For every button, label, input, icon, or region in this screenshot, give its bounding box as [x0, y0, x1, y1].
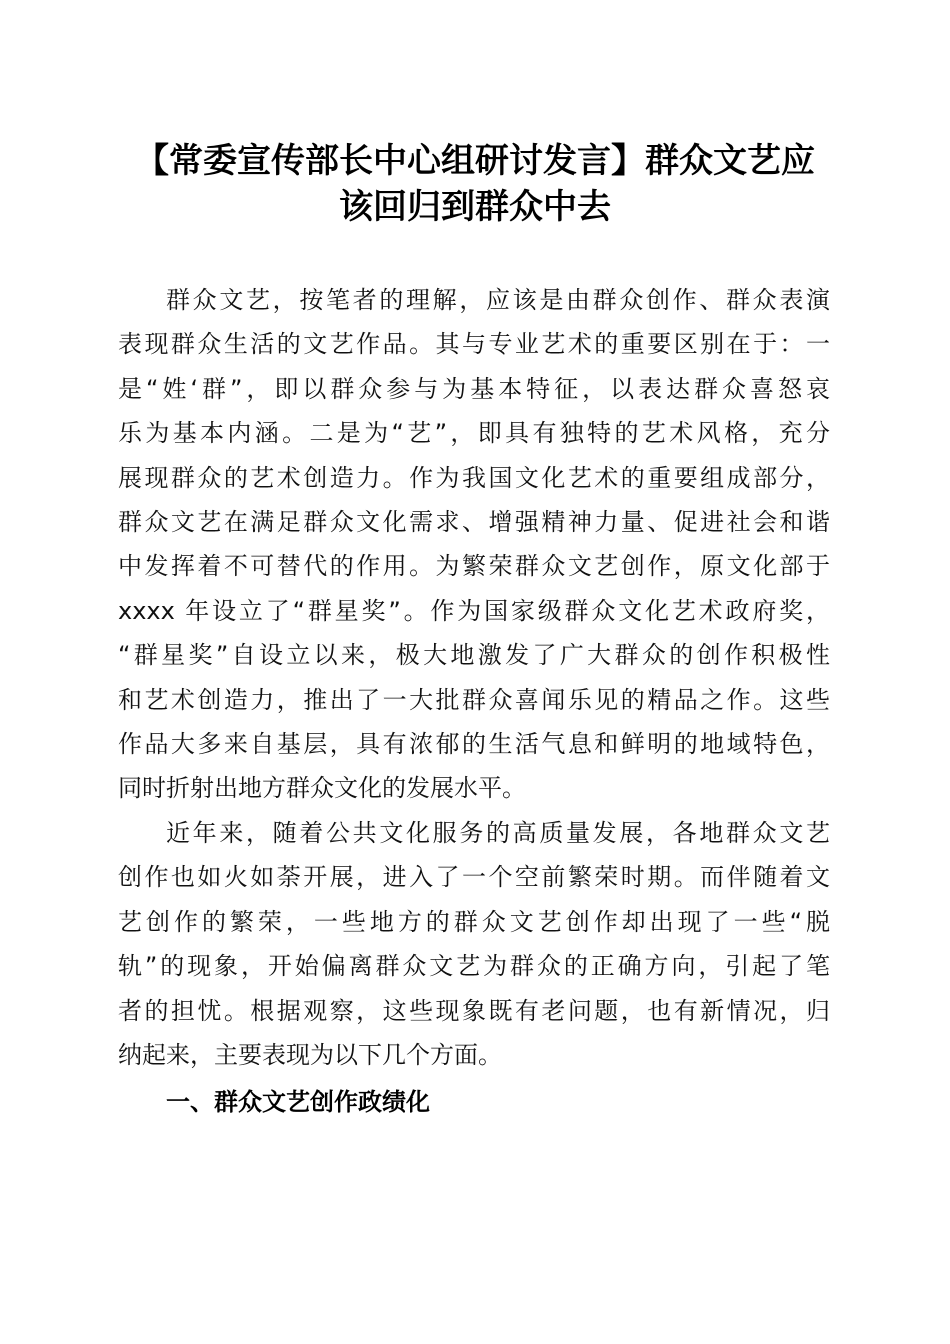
document-body — [118, 278, 830, 1077]
paragraph-line: 轨”的现象，开始偏离群众文艺为群众的正确方向，引起了笔 — [118, 952, 830, 981]
paragraph-line: xxxx 年设立了“群星奖”。作为国家级群众文化艺术政府奖， — [118, 596, 830, 625]
paragraph-line: 群众文艺在满足群众文化需求、增强精神力量、促进社会和谐 — [118, 508, 830, 537]
paragraph-line: 表现群众生活的文艺作品。其与专业艺术的重要区别在于：一 — [118, 330, 830, 359]
title-line-2: 该回归到群众中去 — [339, 187, 611, 227]
paragraph-line: 艺创作的繁荣，一些地方的群众文艺创作却出现了一些“脱 — [118, 907, 830, 936]
paragraph-line: 群众文艺，按笔者的理解，应该是由群众创作、群众表演 — [166, 286, 830, 314]
document-title — [118, 138, 832, 230]
paragraph-line: 中发挥着不可替代的作用。为繁荣群众文艺创作，原文化部于 — [118, 552, 830, 581]
paragraph-line: 和艺术创造力，推出了一大批群众喜闻乐见的精品之作。这些 — [118, 685, 830, 714]
title-line-1: 【常委宣传部长中心组研讨发言】群众文艺应 — [135, 141, 815, 181]
paragraph-line: 同时折射出地方群众文化的发展水平。 — [118, 774, 526, 803]
paragraph-1 — [118, 278, 830, 811]
section-heading: 一、群众文艺创作政绩化 — [166, 1088, 430, 1116]
paragraph-line: 创作也如火如荼开展，进入了一个空前繁荣时期。而伴随着文 — [118, 863, 830, 892]
paragraph-line: 近年来，随着公共文化服务的高质量发展，各地群众文艺 — [166, 818, 830, 847]
paragraph-line: 乐为基本内涵。二是为“艺”，即具有独特的艺术风格，充分 — [118, 419, 830, 448]
paragraph-line: 者的担忧。根据观察，这些现象既有老问题，也有新情况，归 — [118, 996, 830, 1025]
paragraph-line: 作品大多来自基层，具有浓郁的生活气息和鲜明的地域特色， — [118, 730, 830, 759]
paragraph-line: 是“姓‘群”，即以群众参与为基本特征，以表达群众喜怒哀 — [118, 374, 830, 403]
paragraph-line: 纳起来，主要表现为以下几个方面。 — [118, 1040, 502, 1069]
paragraph-2 — [118, 811, 830, 1077]
paragraph-line: “群星奖”自设立以来，极大地激发了广大群众的创作积极性 — [118, 641, 830, 670]
paragraph-line: 展现群众的艺术创造力。作为我国文化艺术的重要组成部分， — [118, 463, 830, 492]
